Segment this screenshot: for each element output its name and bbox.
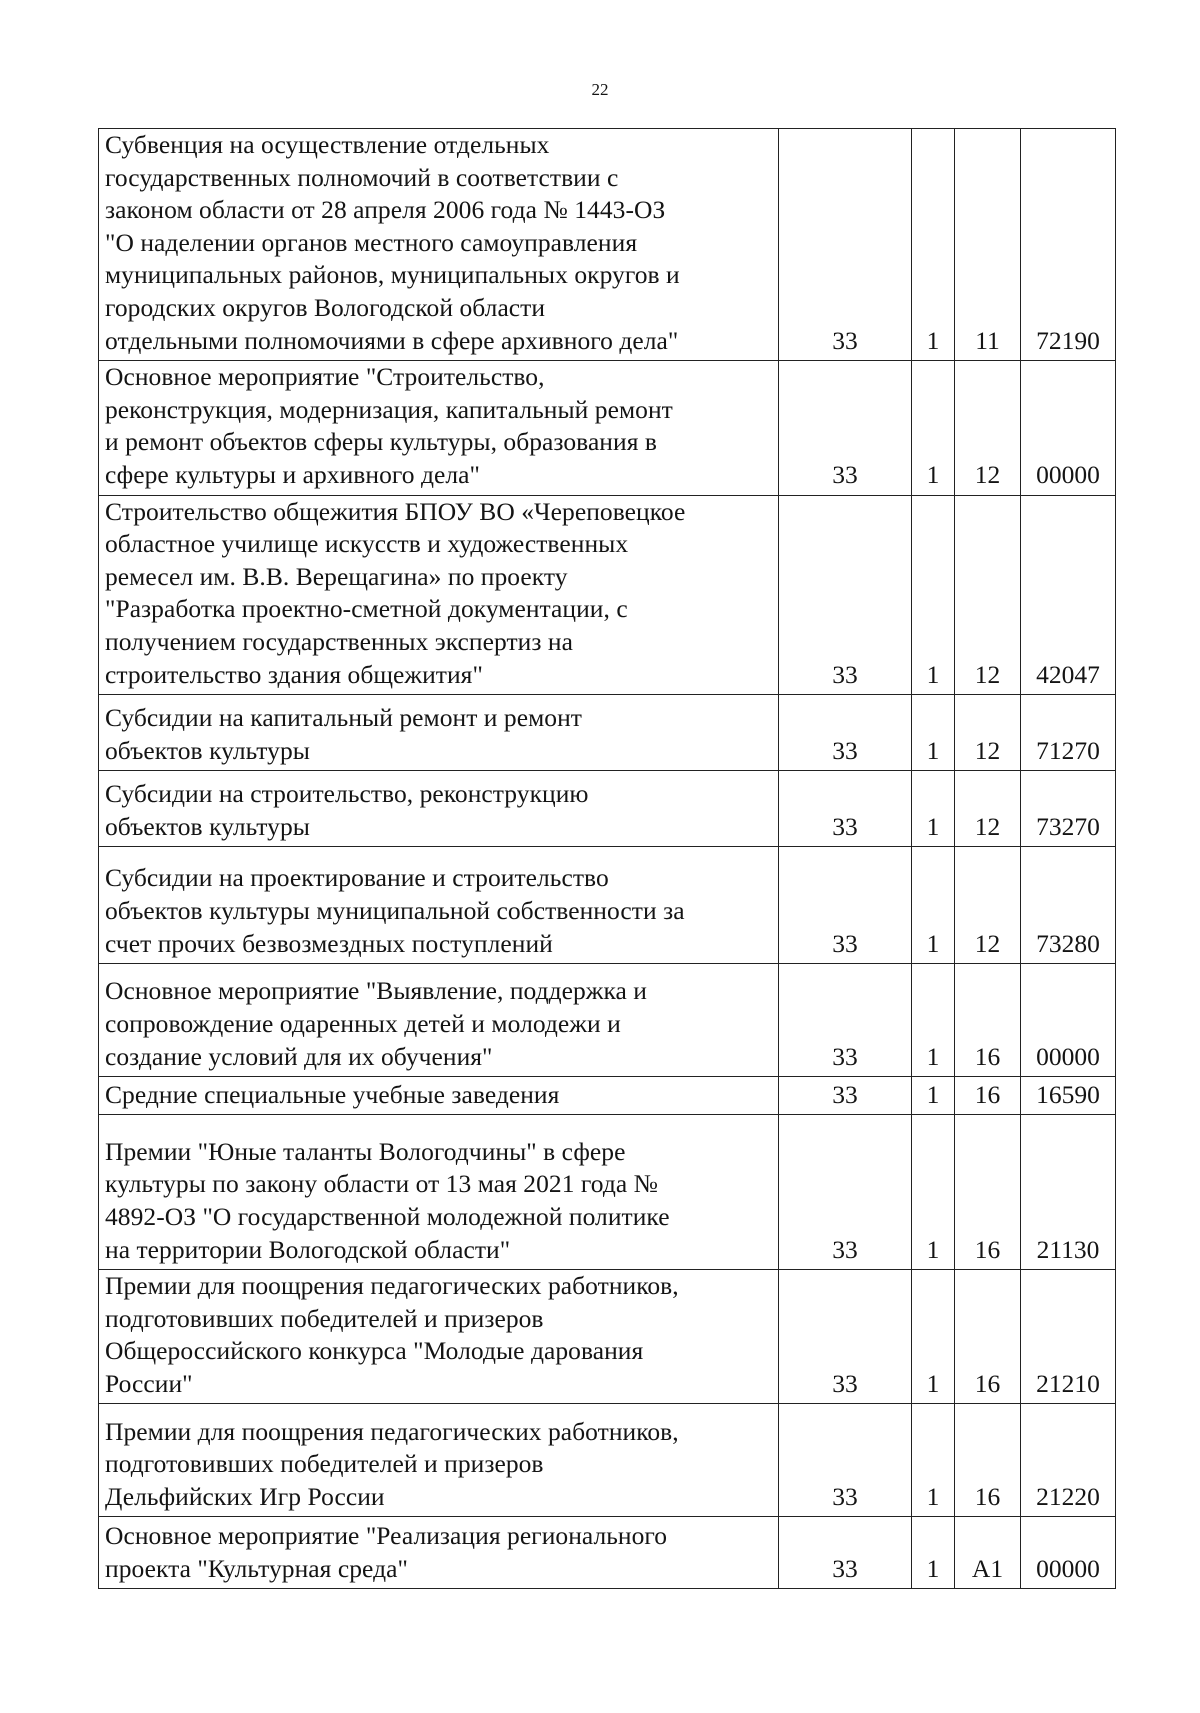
- row-name-line: Средние специальные учебные заведения: [105, 1079, 560, 1109]
- row-name-line: Общероссийского конкурса "Молодые дарования: [105, 1336, 644, 1366]
- direction-code-cell: 21220: [1021, 1404, 1116, 1517]
- direction-code-cell: 73270: [1021, 771, 1116, 847]
- row-name-line: Основное мероприятие "Выявление, поддержка и: [105, 976, 648, 1006]
- row-name-line: культуры по закону области от 13 мая 2021 года №: [105, 1169, 659, 1199]
- event-code-cell: A1: [955, 1517, 1021, 1589]
- direction-code-cell: 00000: [1021, 1517, 1116, 1589]
- row-name-line: городских округов Вологодской области: [105, 292, 546, 322]
- program-code-cell: 33: [779, 964, 912, 1077]
- program-code-cell: 33: [779, 1077, 912, 1115]
- direction-code-cell: 00000: [1021, 964, 1116, 1077]
- row-name-cell: [99, 129, 779, 361]
- row-name-line: Премии для поощрения педагогических работников,: [105, 1271, 679, 1301]
- row-name-line: Субвенция на осуществление отдельных: [105, 130, 550, 159]
- row-name-line: областное училище искусств и художественных: [105, 529, 629, 559]
- row-name-line: реконструкция, модернизация, капитальный ремонт: [105, 394, 673, 424]
- row-name-line: получением государственных экспертиз на: [105, 626, 573, 656]
- program-code-cell: 33: [779, 1270, 912, 1404]
- row-name-line: объектов культуры муниципальной собственности за: [105, 895, 685, 925]
- subprogram-code-cell: 1: [912, 1517, 955, 1589]
- table-row: [99, 1270, 1116, 1404]
- row-name-cell: [99, 964, 779, 1077]
- row-name-line: России": [105, 1368, 193, 1398]
- subprogram-code-cell: 1: [912, 495, 955, 695]
- subprogram-code-cell: 1: [912, 771, 955, 847]
- subprogram-code-cell: 1: [912, 847, 955, 964]
- row-name-cell: [99, 1404, 779, 1517]
- row-name-cell: [99, 1517, 779, 1589]
- direction-code-cell: 21130: [1021, 1115, 1116, 1270]
- direction-code-cell: 21210: [1021, 1270, 1116, 1404]
- table-row: [99, 361, 1116, 495]
- table-row: [99, 964, 1116, 1077]
- direction-code-cell: 72190: [1021, 129, 1116, 361]
- row-name-line: "Разработка проектно-сметной документации, с: [105, 594, 628, 624]
- event-code-cell: 16: [955, 1404, 1021, 1517]
- row-name-cell: [99, 695, 779, 771]
- row-name-cell: [99, 771, 779, 847]
- budget-table: [98, 128, 1116, 1589]
- row-name-line: Субсидии на строительство, реконструкцию: [105, 778, 589, 808]
- event-code-cell: 12: [955, 695, 1021, 771]
- subprogram-code-cell: 1: [912, 1115, 955, 1270]
- row-name-cell: [99, 847, 779, 964]
- row-name-line: Основное мероприятие "Реализация регионального: [105, 1521, 668, 1551]
- row-name-cell: [99, 361, 779, 495]
- event-code-cell: 11: [955, 129, 1021, 361]
- row-name-line: Основное мероприятие "Строительство,: [105, 362, 545, 392]
- program-code-cell: 33: [779, 1404, 912, 1517]
- row-name-line: Субсидии на капитальный ремонт и ремонт: [105, 702, 582, 732]
- row-name-line: объектов культуры: [105, 735, 310, 765]
- row-name-line: сфере культуры и архивного дела": [105, 459, 480, 489]
- budget-table-body: [99, 129, 1116, 1589]
- row-name-line: сопровождение одаренных детей и молодежи и: [105, 1008, 621, 1038]
- row-name-line: государственных полномочий в соответствии с: [105, 162, 619, 192]
- subprogram-code-cell: 1: [912, 1270, 955, 1404]
- row-name-line: Дельфийских Игр России: [105, 1481, 385, 1511]
- event-code-cell: 16: [955, 1077, 1021, 1115]
- event-code-cell: 16: [955, 964, 1021, 1077]
- program-code-cell: 33: [779, 695, 912, 771]
- row-name-line: Строительство общежития БПОУ ВО «Череповецкое: [105, 496, 686, 526]
- row-name-line: муниципальных районов, муниципальных округов и: [105, 260, 680, 290]
- program-code-cell: 33: [779, 129, 912, 361]
- row-name-line: подготовивших победителей и призеров: [105, 1303, 544, 1333]
- direction-code-cell: 73280: [1021, 847, 1116, 964]
- table-row: [99, 1115, 1116, 1270]
- row-name-line: строительство здания общежития": [105, 659, 483, 689]
- event-code-cell: 12: [955, 847, 1021, 964]
- row-name-line: проекта "Культурная среда": [105, 1553, 408, 1583]
- page-number: 22: [591, 80, 609, 99]
- row-name-line: Премии для поощрения педагогических работников,: [105, 1416, 679, 1446]
- row-name-line: Премии "Юные таланты Вологодчины" в сфере: [105, 1136, 626, 1166]
- row-name-cell: [99, 1270, 779, 1404]
- row-name-line: 4892-ОЗ "О государственной молодежной политике: [105, 1201, 670, 1231]
- row-name-cell: [99, 1115, 779, 1270]
- program-code-cell: 33: [779, 1517, 912, 1589]
- row-name-line: отдельными полномочиями в сфере архивного дела": [105, 325, 679, 355]
- table-row: [99, 847, 1116, 964]
- row-name-line: Субсидии на проектирование и строительство: [105, 863, 609, 893]
- subprogram-code-cell: 1: [912, 361, 955, 495]
- program-code-cell: 33: [779, 361, 912, 495]
- subprogram-code-cell: 1: [912, 1077, 955, 1115]
- table-row: [99, 695, 1116, 771]
- event-code-cell: 12: [955, 771, 1021, 847]
- event-code-cell: 12: [955, 361, 1021, 495]
- row-name-line: ремесел им. В.В. Верещагина» по проекту: [105, 561, 568, 591]
- table-row: [99, 495, 1116, 695]
- row-name-line: на территории Вологодской области": [105, 1234, 511, 1264]
- event-code-cell: 16: [955, 1115, 1021, 1270]
- row-name-line: и ремонт объектов сферы культуры, образования в: [105, 427, 657, 457]
- row-name-line: создание условий для их обучения": [105, 1041, 493, 1071]
- row-name-line: счет прочих безвозмездных поступлений: [105, 928, 553, 958]
- subprogram-code-cell: 1: [912, 1404, 955, 1517]
- program-code-cell: 33: [779, 1115, 912, 1270]
- program-code-cell: 33: [779, 771, 912, 847]
- subprogram-code-cell: 1: [912, 695, 955, 771]
- table-row: [99, 1517, 1116, 1589]
- subprogram-code-cell: 1: [912, 129, 955, 361]
- table-row: [99, 1404, 1116, 1517]
- program-code-cell: 33: [779, 495, 912, 695]
- direction-code-cell: 00000: [1021, 361, 1116, 495]
- row-name-line: законом области от 28 апреля 2006 года № 1443-ОЗ: [105, 195, 666, 225]
- row-name-line: подготовивших победителей и призеров: [105, 1449, 544, 1479]
- table-row: [99, 129, 1116, 361]
- subprogram-code-cell: 1: [912, 964, 955, 1077]
- event-code-cell: 12: [955, 495, 1021, 695]
- program-code-cell: 33: [779, 847, 912, 964]
- event-code-cell: 16: [955, 1270, 1021, 1404]
- row-name-line: "О наделении органов местного самоуправления: [105, 227, 638, 257]
- direction-code-cell: 16590: [1021, 1077, 1116, 1115]
- table-row: [99, 771, 1116, 847]
- table-row: [99, 1077, 1116, 1115]
- direction-code-cell: 42047: [1021, 495, 1116, 695]
- row-name-line: объектов культуры: [105, 811, 310, 841]
- direction-code-cell: 71270: [1021, 695, 1116, 771]
- row-name-cell: [99, 495, 779, 695]
- row-name-cell: [99, 1077, 779, 1115]
